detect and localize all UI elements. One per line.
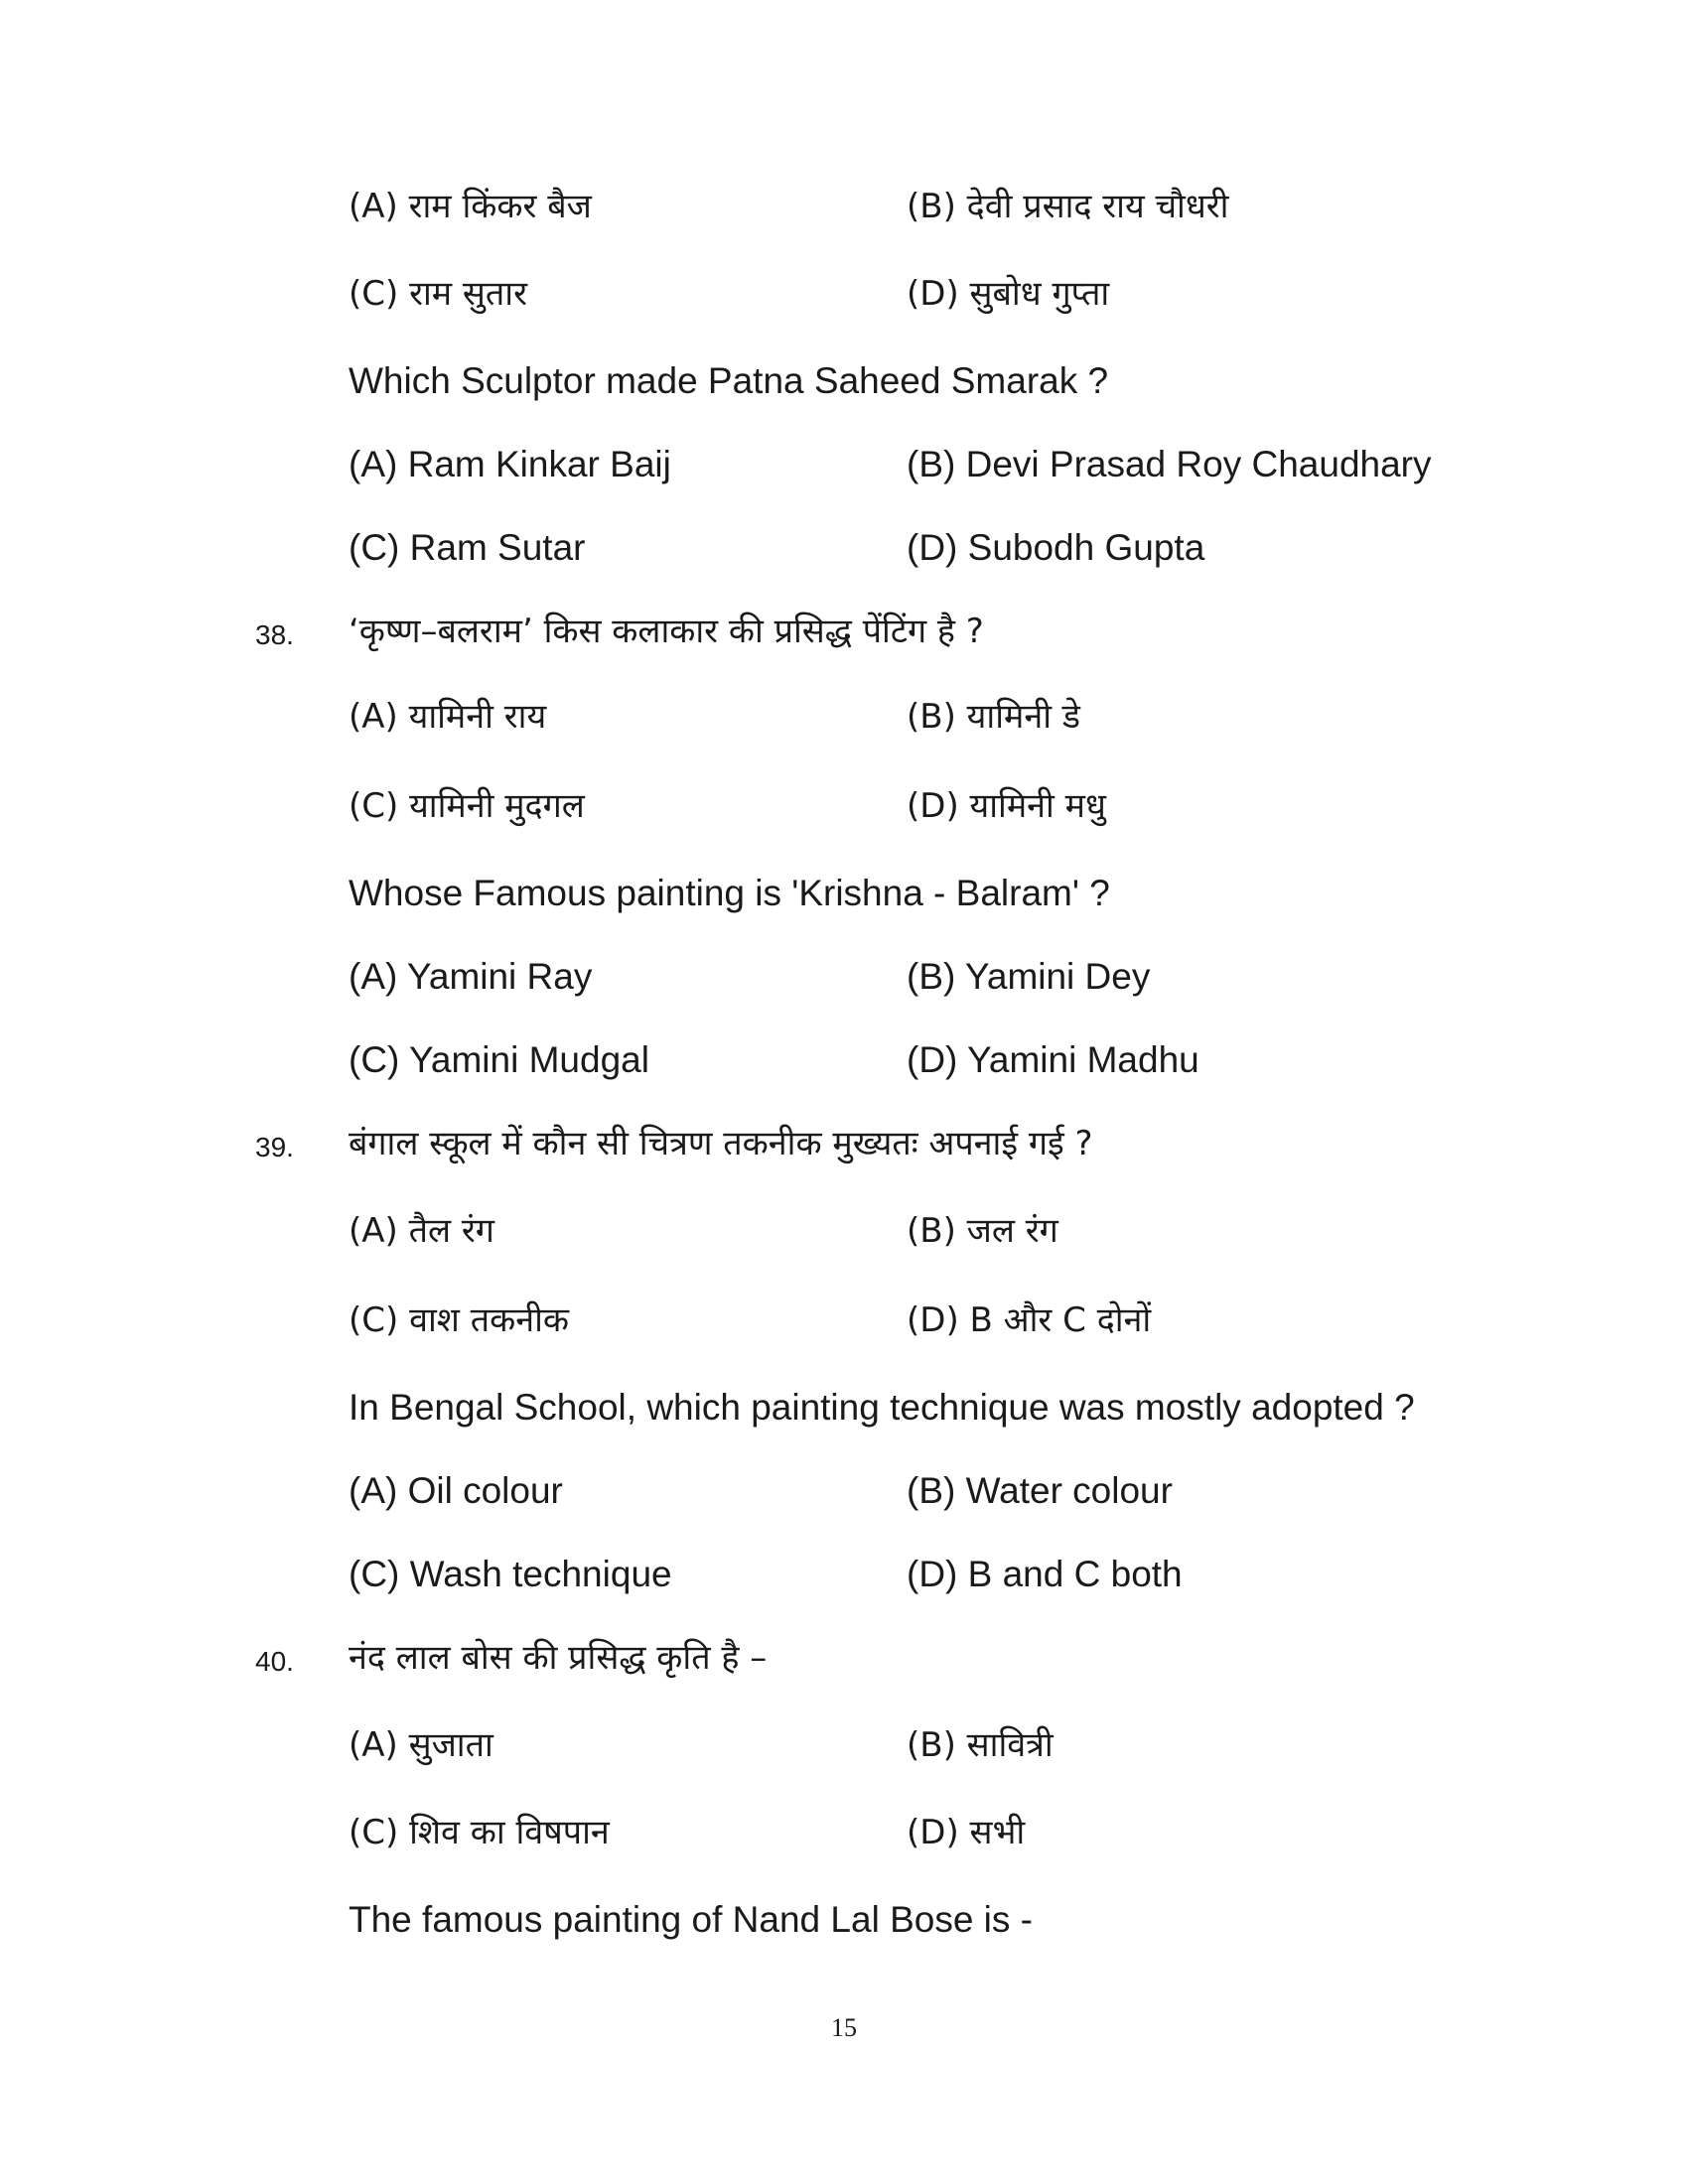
option-b-hindi: (B) जल रंग — [907, 1211, 1058, 1251]
option-c-hindi: (C) वाश तकनीक — [349, 1300, 569, 1340]
option-c-english: (C) Yamini Mudgal — [349, 1039, 649, 1080]
question-number: 38. — [255, 619, 294, 650]
option-b-english: (B) Devi Prasad Roy Chaudhary — [907, 444, 1432, 484]
question-text-english: The famous painting of Nand Lal Bose is - — [349, 1899, 1033, 1940]
option-a-english: (A) Ram Kinkar Baij — [349, 444, 671, 484]
option-d-hindi: (D) B और C दोनों — [907, 1300, 1152, 1340]
option-c-hindi: (C) राम सुतार — [349, 274, 528, 314]
option-c-english: (C) Wash technique — [349, 1554, 672, 1594]
option-b-hindi: (B) देवी प्रसाद राय चौधरी — [907, 187, 1229, 226]
option-a-english: (A) Yamini Ray — [349, 956, 593, 997]
question-text-hindi: बंगाल स्कूल में कौन सी चित्रण तकनीक मुख्यतः अपनाई गई ? — [349, 1124, 1093, 1163]
option-d-hindi: (D) सभी — [907, 1813, 1026, 1852]
option-a-hindi: (A) सुजाता — [349, 1725, 493, 1765]
option-b-english: (B) Yamini Dey — [907, 956, 1151, 997]
option-a-hindi: (A) यामिनी राय — [349, 697, 547, 737]
question-number: 40. — [255, 1646, 294, 1677]
question-number: 39. — [255, 1132, 294, 1162]
question-text-hindi: नंद लाल बोस की प्रसिद्ध कृति है – — [349, 1638, 768, 1678]
option-c-english: (C) Ram Sutar — [349, 527, 586, 568]
option-b-hindi: (B) यामिनी डे — [907, 697, 1080, 737]
option-a-hindi: (A) तैल रंग — [349, 1211, 494, 1251]
option-d-hindi: (D) यामिनी मधु — [907, 786, 1106, 826]
option-a-hindi: (A) राम किंकर बैज — [349, 187, 592, 226]
option-b-english: (B) Water colour — [907, 1470, 1173, 1511]
option-d-english: (D) Subodh Gupta — [907, 527, 1205, 568]
option-d-english: (D) Yamini Madhu — [907, 1039, 1199, 1080]
option-d-hindi: (D) सुबोध गुप्ता — [907, 274, 1110, 314]
option-c-hindi: (C) शिव का विषपान — [349, 1813, 610, 1852]
option-d-english: (D) B and C both — [907, 1554, 1183, 1594]
question-text-english: Which Sculptor made Patna Saheed Smarak ? — [349, 360, 1109, 401]
question-text-hindi: ‘कृष्ण–बलराम’ किस कलाकार की प्रसिद्ध पेंटिंग है ? — [349, 612, 984, 651]
option-b-hindi: (B) सावित्री — [907, 1725, 1054, 1765]
question-text-english: Whose Famous painting is 'Krishna - Balram' ? — [349, 873, 1110, 913]
option-c-hindi: (C) यामिनी मुदगल — [349, 786, 585, 826]
question-text-english: In Bengal School, which painting technique was mostly adopted ? — [349, 1387, 1415, 1428]
option-a-english: (A) Oil colour — [349, 1470, 563, 1511]
page-number: 15 — [831, 2013, 857, 2042]
